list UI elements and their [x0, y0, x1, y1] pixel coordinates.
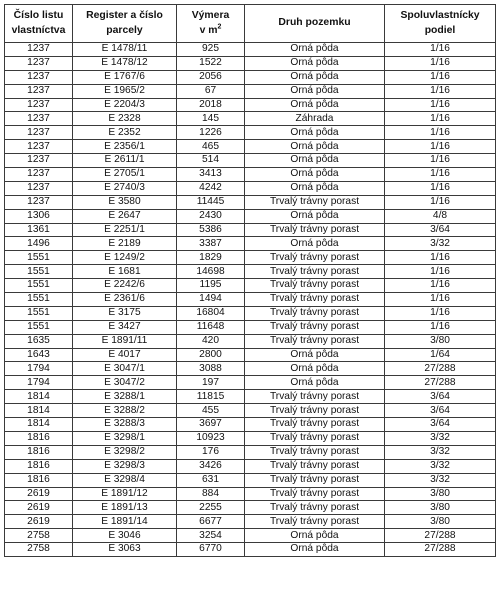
cell-lv-number: 1551 [5, 279, 73, 293]
cell-lv-number: 1794 [5, 362, 73, 376]
cell-area: 2800 [177, 348, 245, 362]
cell-parcel: E 1965/2 [73, 84, 177, 98]
cell-parcel: E 1891/13 [73, 501, 177, 515]
cell-share: 1/16 [385, 279, 496, 293]
table-row [5, 515, 496, 529]
cell-lv-number: 1237 [5, 168, 73, 182]
cell-land-type: Orná pôda [245, 140, 385, 154]
table-row [5, 209, 496, 223]
cell-area: 197 [177, 376, 245, 390]
cell-area: 2018 [177, 98, 245, 112]
cell-land-type: Trvalý trávny porast [245, 418, 385, 432]
cell-share: 3/32 [385, 459, 496, 473]
cell-share: 1/16 [385, 84, 496, 98]
cell-share: 1/16 [385, 70, 496, 84]
cell-area: 1494 [177, 293, 245, 307]
cell-parcel: E 3298/3 [73, 459, 177, 473]
cell-lv-number: 1643 [5, 348, 73, 362]
header-parcel: Register a číslo parcely [73, 5, 177, 43]
cell-share: 1/16 [385, 98, 496, 112]
table-header [5, 5, 496, 43]
cell-land-type: Trvalý trávny porast [245, 445, 385, 459]
cell-land-type: Orná pôda [245, 376, 385, 390]
cell-share: 1/16 [385, 154, 496, 168]
cell-parcel: E 2705/1 [73, 168, 177, 182]
cell-parcel: E 2740/3 [73, 181, 177, 195]
cell-land-type: Orná pôda [245, 154, 385, 168]
cell-area: 1522 [177, 56, 245, 70]
cell-area: 5386 [177, 223, 245, 237]
cell-parcel: E 3298/4 [73, 473, 177, 487]
cell-land-type: Trvalý trávny porast [245, 279, 385, 293]
cell-parcel: E 2328 [73, 112, 177, 126]
cell-share: 27/288 [385, 543, 496, 557]
cell-area: 4242 [177, 181, 245, 195]
cell-share: 3/32 [385, 237, 496, 251]
cell-land-type: Trvalý trávny porast [245, 195, 385, 209]
cell-lv-number: 1237 [5, 112, 73, 126]
cell-share: 1/16 [385, 43, 496, 57]
cell-lv-number: 1237 [5, 126, 73, 140]
cell-lv-number: 1237 [5, 98, 73, 112]
cell-share: 1/64 [385, 348, 496, 362]
cell-share: 3/80 [385, 487, 496, 501]
cell-parcel: E 3288/3 [73, 418, 177, 432]
cell-area: 1226 [177, 126, 245, 140]
cell-land-type: Trvalý trávny porast [245, 459, 385, 473]
cell-land-type: Trvalý trávny porast [245, 473, 385, 487]
cell-parcel: E 1681 [73, 265, 177, 279]
cell-parcel: E 2356/1 [73, 140, 177, 154]
cell-lv-number: 2758 [5, 543, 73, 557]
table-row [5, 348, 496, 362]
header-land-type: Druh pozemku [245, 5, 385, 43]
cell-area: 2056 [177, 70, 245, 84]
cell-land-type: Orná pôda [245, 181, 385, 195]
cell-land-type: Orná pôda [245, 362, 385, 376]
cell-lv-number: 1237 [5, 181, 73, 195]
cell-share: 27/288 [385, 376, 496, 390]
cell-area: 11445 [177, 195, 245, 209]
table-row [5, 418, 496, 432]
cell-area: 884 [177, 487, 245, 501]
cell-area: 10923 [177, 431, 245, 445]
table-row [5, 459, 496, 473]
cell-parcel: E 2611/1 [73, 154, 177, 168]
cell-area: 11648 [177, 320, 245, 334]
cell-lv-number: 2619 [5, 501, 73, 515]
cell-lv-number: 1306 [5, 209, 73, 223]
cell-land-type: Trvalý trávny porast [245, 487, 385, 501]
cell-land-type: Orná pôda [245, 529, 385, 543]
cell-lv-number: 1237 [5, 70, 73, 84]
cell-parcel: E 3580 [73, 195, 177, 209]
table-row [5, 98, 496, 112]
cell-land-type: Orná pôda [245, 209, 385, 223]
table-row [5, 251, 496, 265]
document-page [4, 4, 496, 557]
cell-share: 3/64 [385, 404, 496, 418]
cell-area: 6770 [177, 543, 245, 557]
cell-parcel: E 3298/1 [73, 431, 177, 445]
table-row [5, 445, 496, 459]
cell-share: 3/32 [385, 431, 496, 445]
table-row [5, 390, 496, 404]
cell-area: 925 [177, 43, 245, 57]
cell-land-type: Trvalý trávny porast [245, 515, 385, 529]
cell-area: 145 [177, 112, 245, 126]
cell-lv-number: 1816 [5, 431, 73, 445]
cell-share: 1/16 [385, 251, 496, 265]
cell-parcel: E 3427 [73, 320, 177, 334]
cell-parcel: E 3175 [73, 306, 177, 320]
cell-area: 6677 [177, 515, 245, 529]
cell-parcel: E 3288/2 [73, 404, 177, 418]
table-row [5, 529, 496, 543]
cell-area: 455 [177, 404, 245, 418]
cell-parcel: E 2189 [73, 237, 177, 251]
cell-area: 176 [177, 445, 245, 459]
cell-lv-number: 1551 [5, 293, 73, 307]
cell-area: 3387 [177, 237, 245, 251]
cell-share: 1/16 [385, 293, 496, 307]
table-row [5, 237, 496, 251]
cell-share: 3/32 [385, 445, 496, 459]
cell-land-type: Orná pôda [245, 84, 385, 98]
cell-land-type: Orná pôda [245, 126, 385, 140]
table-body [5, 43, 496, 557]
cell-land-type: Orná pôda [245, 348, 385, 362]
table-row [5, 84, 496, 98]
cell-land-type: Trvalý trávny porast [245, 431, 385, 445]
table-row [5, 362, 496, 376]
cell-lv-number: 2619 [5, 515, 73, 529]
cell-share: 3/80 [385, 501, 496, 515]
cell-share: 3/80 [385, 334, 496, 348]
cell-parcel: E 3063 [73, 543, 177, 557]
cell-share: 1/16 [385, 140, 496, 154]
cell-lv-number: 1237 [5, 84, 73, 98]
cell-parcel: E 1478/12 [73, 56, 177, 70]
cell-parcel: E 1891/12 [73, 487, 177, 501]
cell-parcel: E 2242/6 [73, 279, 177, 293]
header-share: Spoluvlastnícky podiel [385, 5, 496, 43]
table-row [5, 126, 496, 140]
cell-lv-number: 1551 [5, 265, 73, 279]
table-row [5, 334, 496, 348]
cell-land-type: Orná pôda [245, 98, 385, 112]
cell-land-type: Trvalý trávny porast [245, 306, 385, 320]
header-area: Výmera v $m^2$ [177, 5, 245, 43]
table-row [5, 320, 496, 334]
table-row [5, 112, 496, 126]
cell-lv-number: 1814 [5, 404, 73, 418]
cell-share: 3/64 [385, 418, 496, 432]
cell-parcel: E 3298/2 [73, 445, 177, 459]
cell-land-type: Trvalý trávny porast [245, 251, 385, 265]
table-row [5, 279, 496, 293]
cell-lv-number: 1794 [5, 376, 73, 390]
cell-parcel: E 2352 [73, 126, 177, 140]
cell-land-type: Trvalý trávny porast [245, 265, 385, 279]
cell-area: 1829 [177, 251, 245, 265]
table-row [5, 431, 496, 445]
cell-area: 2255 [177, 501, 245, 515]
cell-lv-number: 2758 [5, 529, 73, 543]
cell-share: 1/16 [385, 195, 496, 209]
cell-lv-number: 1237 [5, 195, 73, 209]
cell-share: 27/288 [385, 362, 496, 376]
table-row [5, 404, 496, 418]
cell-lv-number: 1551 [5, 251, 73, 265]
cell-area: 3426 [177, 459, 245, 473]
cell-lv-number: 1237 [5, 154, 73, 168]
cell-share: 1/16 [385, 265, 496, 279]
cell-parcel: E 3047/1 [73, 362, 177, 376]
cell-land-type: Trvalý trávny porast [245, 293, 385, 307]
table-row [5, 154, 496, 168]
cell-parcel: E 1891/14 [73, 515, 177, 529]
cell-land-type: Orná pôda [245, 543, 385, 557]
parcel-table [4, 4, 496, 557]
cell-lv-number: 2619 [5, 487, 73, 501]
cell-land-type: Orná pôda [245, 56, 385, 70]
cell-parcel: E 3288/1 [73, 390, 177, 404]
cell-area: 16804 [177, 306, 245, 320]
table-row [5, 223, 496, 237]
cell-parcel: E 2204/3 [73, 98, 177, 112]
cell-parcel: E 1767/6 [73, 70, 177, 84]
table-row [5, 56, 496, 70]
cell-land-type: Orná pôda [245, 43, 385, 57]
cell-land-type: Orná pôda [245, 168, 385, 182]
cell-parcel: E 3046 [73, 529, 177, 543]
cell-share: 27/288 [385, 529, 496, 543]
header-row [5, 5, 496, 43]
cell-area: 465 [177, 140, 245, 154]
cell-area: 14698 [177, 265, 245, 279]
cell-share: 4/8 [385, 209, 496, 223]
cell-parcel: E 1249/2 [73, 251, 177, 265]
cell-area: 11815 [177, 390, 245, 404]
table-row [5, 306, 496, 320]
cell-lv-number: 1816 [5, 473, 73, 487]
cell-area: 3254 [177, 529, 245, 543]
cell-parcel: E 2361/6 [73, 293, 177, 307]
cell-share: 1/16 [385, 181, 496, 195]
cell-lv-number: 1816 [5, 459, 73, 473]
table-row [5, 140, 496, 154]
cell-lv-number: 1551 [5, 306, 73, 320]
cell-share: 1/16 [385, 306, 496, 320]
table-row [5, 195, 496, 209]
cell-area: 631 [177, 473, 245, 487]
cell-lv-number: 1814 [5, 390, 73, 404]
cell-share: 3/80 [385, 515, 496, 529]
cell-parcel: E 1891/11 [73, 334, 177, 348]
cell-land-type: Trvalý trávny porast [245, 223, 385, 237]
table-row [5, 265, 496, 279]
cell-area: 3088 [177, 362, 245, 376]
cell-share: 3/64 [385, 390, 496, 404]
table-row [5, 293, 496, 307]
table-row [5, 70, 496, 84]
table-row [5, 181, 496, 195]
cell-land-type: Trvalý trávny porast [245, 501, 385, 515]
cell-area: 420 [177, 334, 245, 348]
table-row [5, 376, 496, 390]
cell-lv-number: 1635 [5, 334, 73, 348]
table-row [5, 543, 496, 557]
cell-parcel: E 2647 [73, 209, 177, 223]
table-row [5, 168, 496, 182]
cell-area: 514 [177, 154, 245, 168]
header-lv-number: Číslo listu vlastníctva [5, 5, 73, 43]
cell-land-type: Orná pôda [245, 70, 385, 84]
table-row [5, 473, 496, 487]
cell-lv-number: 1237 [5, 56, 73, 70]
cell-lv-number: 1814 [5, 418, 73, 432]
cell-lv-number: 1816 [5, 445, 73, 459]
cell-share: 3/32 [385, 473, 496, 487]
cell-lv-number: 1496 [5, 237, 73, 251]
cell-parcel: E 2251/1 [73, 223, 177, 237]
cell-lv-number: 1551 [5, 320, 73, 334]
cell-lv-number: 1361 [5, 223, 73, 237]
cell-area: 3413 [177, 168, 245, 182]
cell-land-type: Trvalý trávny porast [245, 334, 385, 348]
cell-share: 1/16 [385, 168, 496, 182]
cell-lv-number: 1237 [5, 43, 73, 57]
cell-land-type: Záhrada [245, 112, 385, 126]
cell-land-type: Trvalý trávny porast [245, 390, 385, 404]
table-row [5, 501, 496, 515]
cell-share: 3/64 [385, 223, 496, 237]
cell-parcel: E 4017 [73, 348, 177, 362]
cell-land-type: Orná pôda [245, 237, 385, 251]
cell-parcel: E 3047/2 [73, 376, 177, 390]
cell-area: 1195 [177, 279, 245, 293]
cell-parcel: E 1478/11 [73, 43, 177, 57]
cell-share: 1/16 [385, 56, 496, 70]
cell-share: 1/16 [385, 112, 496, 126]
cell-land-type: Trvalý trávny porast [245, 320, 385, 334]
cell-area: 3697 [177, 418, 245, 432]
cell-area: 2430 [177, 209, 245, 223]
table-row [5, 487, 496, 501]
cell-lv-number: 1237 [5, 140, 73, 154]
cell-share: 1/16 [385, 126, 496, 140]
cell-share: 1/16 [385, 320, 496, 334]
table-row [5, 43, 496, 57]
cell-area: 67 [177, 84, 245, 98]
cell-land-type: Trvalý trávny porast [245, 404, 385, 418]
